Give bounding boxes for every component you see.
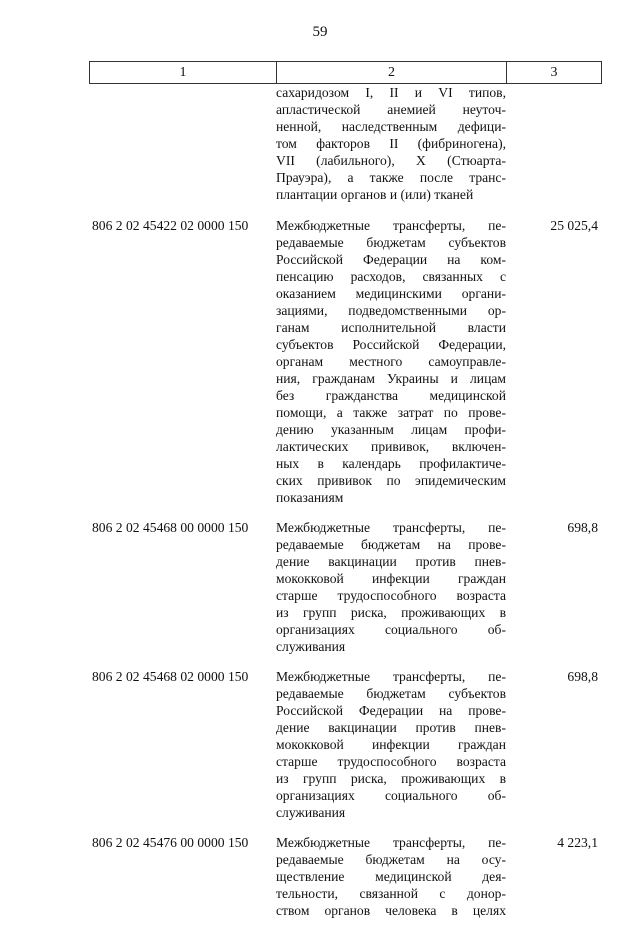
table-row	[89, 668, 601, 821]
description-line: лактических прививок, включен-	[276, 439, 506, 454]
description-line: из групп риска, проживающих в	[276, 771, 506, 786]
row-amount: 4 223,1	[557, 835, 598, 850]
description-line: старше трудоспособного возраста	[276, 588, 506, 603]
row-description	[276, 519, 506, 655]
description-line: ством органов человека в целях	[276, 903, 506, 918]
header-row	[90, 62, 602, 84]
description-line: зациями, подведомственными ор-	[276, 303, 506, 318]
header-cell-3: 3	[507, 62, 602, 84]
description-line: из групп риска, проживающих в	[276, 605, 506, 620]
description-line: дению указанным лицам профи-	[276, 422, 506, 437]
row-amount: 698,8	[567, 520, 598, 535]
row-description	[276, 84, 506, 203]
description-line: показаниям	[276, 490, 344, 505]
description-line: Межбюджетные трансферты, пе-	[276, 218, 506, 233]
description-line: Межбюджетные трансферты, пе-	[276, 669, 506, 684]
description-line: ненной, наследственным дефици-	[276, 119, 506, 134]
table-row	[89, 834, 601, 919]
description-line: апластической анемией неуточ-	[276, 102, 506, 117]
row-code: 806 2 02 45422 02 0000 150	[92, 218, 249, 233]
description-line: организациях социального об-	[276, 622, 506, 637]
header-cell-1: 1	[90, 62, 277, 84]
description-line: дение вакцинации против пнев-	[276, 720, 506, 735]
description-line: ских прививок по эпидемическим	[276, 473, 506, 488]
description-line: служивания	[276, 639, 346, 654]
description-line: Российской Федерации на ком-	[276, 252, 506, 267]
description-line: Межбюджетные трансферты, пе-	[276, 520, 506, 535]
row-amount: 698,8	[567, 669, 598, 684]
row-description	[276, 217, 506, 506]
description-line: дение вакцинации против пнев-	[276, 554, 506, 569]
description-line: органам местного самоуправле-	[276, 354, 506, 369]
description-line: плантации органов и (или) тканей	[276, 187, 474, 202]
table-row	[89, 519, 601, 655]
page-number: 59	[312, 24, 328, 40]
row-description	[276, 668, 506, 821]
description-line: Прауэра), а также после транс-	[276, 170, 506, 185]
description-line: ганам исполнительной власти	[276, 320, 506, 335]
description-line: без гражданства медицинской	[276, 388, 506, 403]
description-line: редаваемые бюджетам субъектов	[276, 686, 506, 701]
description-line: пенсацию расходов, связанных с	[276, 269, 506, 284]
row-amount: 25 025,4	[550, 218, 598, 233]
description-line: тельности, связанной с донор-	[276, 886, 506, 901]
row-description	[276, 834, 506, 919]
description-line: том факторов II (фибриногена),	[276, 136, 506, 151]
table-body	[89, 84, 601, 932]
description-line: мококковой инфекции граждан	[276, 571, 506, 586]
table-row	[89, 84, 601, 203]
description-line: Межбюджетные трансферты, пе-	[276, 835, 506, 850]
description-line: ния, гражданам Украины и лицам	[276, 371, 506, 386]
description-line: старше трудоспособного возраста	[276, 754, 506, 769]
description-line: оказанием медицинскими органи-	[276, 286, 506, 301]
description-line: редаваемые бюджетам субъектов	[276, 235, 506, 250]
description-line: редаваемые бюджетам на прове-	[276, 537, 506, 552]
description-line: ных в календарь профилактиче-	[276, 456, 506, 471]
table-row	[89, 217, 601, 506]
description-line: ществление медицинской дея-	[276, 869, 506, 884]
table-header	[89, 61, 602, 84]
row-code: 806 2 02 45468 00 0000 150	[92, 520, 249, 535]
description-line: субъектов Российской Федерации,	[276, 337, 506, 352]
description-line: редаваемые бюджетам на осу-	[276, 852, 506, 867]
description-line: организациях социального об-	[276, 788, 506, 803]
description-line: служивания	[276, 805, 346, 820]
description-line: Российской Федерации на прове-	[276, 703, 506, 718]
description-line: VII (лабильного), X (Стюарта-	[276, 153, 506, 168]
header-cell-2: 2	[277, 62, 507, 84]
description-line: помощи, а также затрат по прове-	[276, 405, 506, 420]
row-code: 806 2 02 45468 02 0000 150	[92, 669, 249, 684]
description-line: сахаридозом I, II и VI типов,	[276, 85, 506, 100]
description-line: мококковой инфекции граждан	[276, 737, 506, 752]
row-code: 806 2 02 45476 00 0000 150	[92, 835, 249, 850]
